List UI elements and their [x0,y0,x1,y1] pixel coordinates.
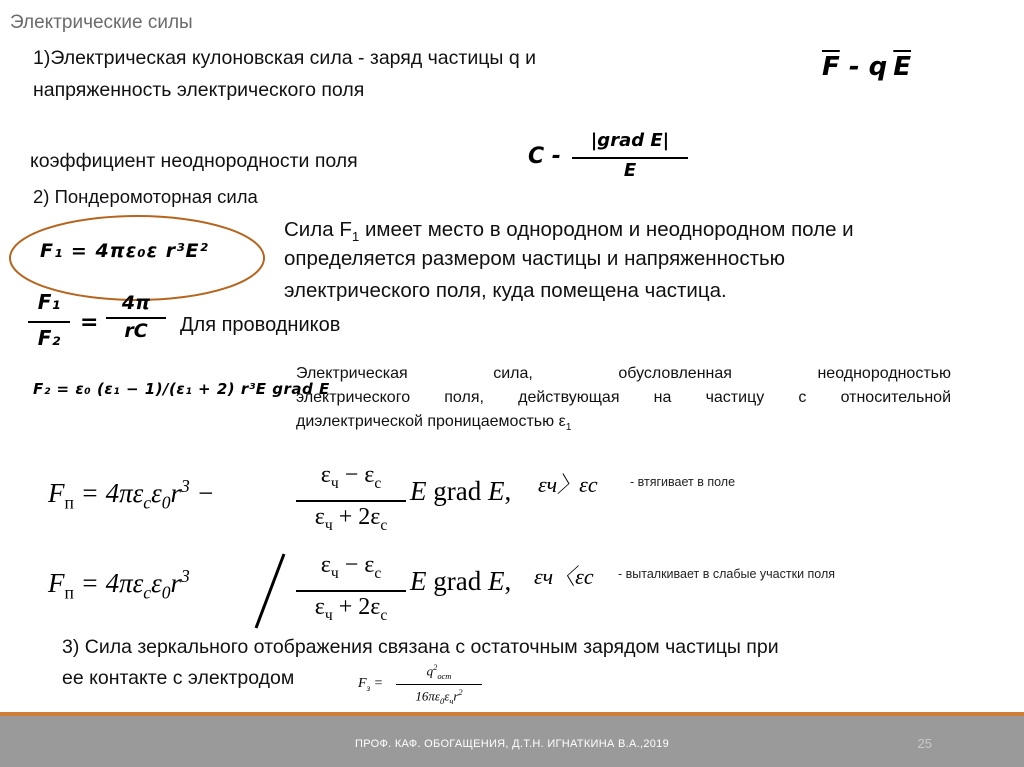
slide-title: Электрические силы [10,12,193,33]
item3-line2: ее контакте с электродом [62,667,295,689]
formula-ratio: F₁ F₂ = 4π rC [28,290,178,360]
desc-line1: Электрическая сила, обусловленная неоднородностью [296,365,951,382]
formula-fp-2: $F_п = 4\pi\varepsilon_с\varepsilon_0r^3$ $\varepsilon_ч - \varepsilon_с$ $\varepsilon_ч + 2\varepsilon_с$ E grad E, [48,552,488,637]
condition-1: εч〉εс [538,472,598,497]
item2-label: 2) Пондеромоторная сила [33,186,258,207]
item1-line1: 1)Электрическая кулоновская сила - заряд частицы q и [33,47,536,69]
formula-f2: F₂ = ε₀ (ε₁ − 1)/(ε₁ + 2) r³E grad E [33,380,330,398]
formula-f1: F₁ = 4πε₀ε r³E² [40,240,209,262]
footer-text: ПРОФ. КАФ. ОБОГАЩЕНИЯ, Д.Т.Н. ИГНАТКИНА В.А.,2019 [355,738,669,750]
coefficient-label: коэффициент неоднородности поля [30,150,358,172]
f1-text-line2: определяется размером частицы и напряженностью [284,247,786,270]
condition-1-note: - втягивает в поле [630,475,736,489]
formula-c: C - |grad E| E [528,130,688,190]
formula-fz: $F_з$ = $q^2_{ост}$ $16\pi\varepsilon_0\varepsilon_чr^2$ [358,662,488,712]
f1-text-line3: электрического поля, куда помещена частица. [284,279,727,302]
item3-line1: 3) Сила зеркального отображения связана с остаточным зарядом частицы при [62,636,779,658]
formula-fp-1: $F_п = 4\pi\varepsilon_с\varepsilon_0r^3$ − $\varepsilon_ч - \varepsilon_с$ $\varepsilon_ч + 2\varepsilon_с$ E grad E, [48,462,512,534]
desc-line3: диэлектрической проницаемостью $\varepsilon_1$ [296,413,572,434]
conductors-label: Для проводников [180,314,341,336]
condition-2: εч〈εс [534,564,594,589]
formula-coulomb: $\overline{F}$ - q $\overline{E}$ [822,52,912,82]
desc-line2: электрического поля, действующая на частицу с относительной [296,389,951,406]
page-number: 25 [917,736,932,751]
item1-line2: напряженность электрического поля [33,79,365,101]
f1-text-line1: Сила $F_1$ имеет место в однородном и неоднородном поле и [284,218,854,245]
condition-2-note: - выталкивает в слабые участки поля [618,567,836,581]
